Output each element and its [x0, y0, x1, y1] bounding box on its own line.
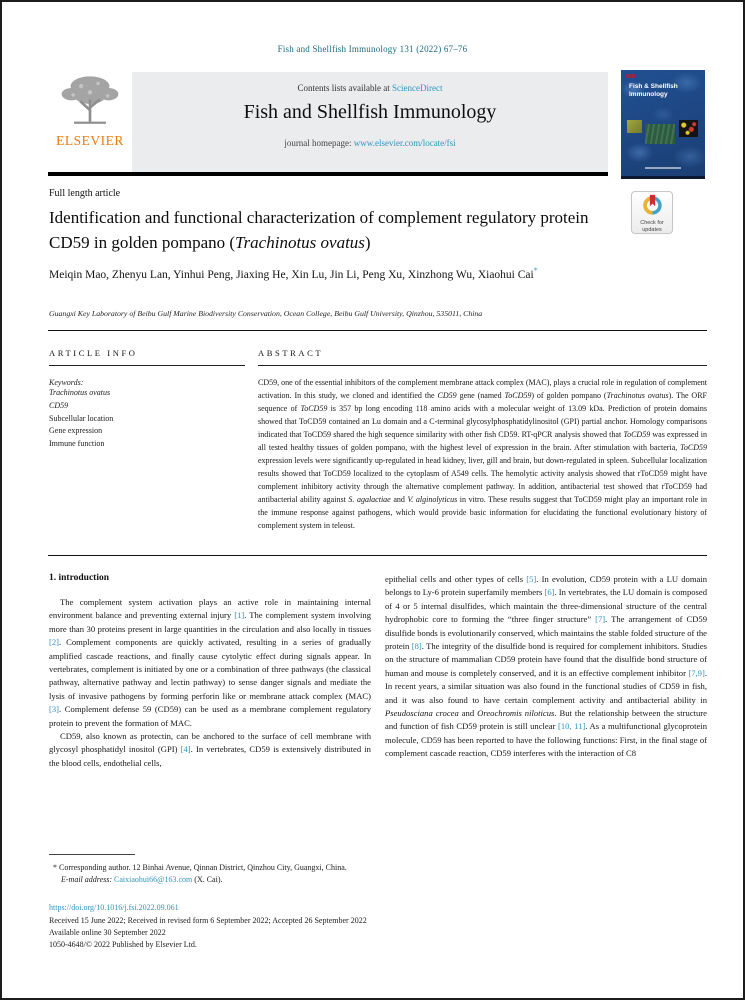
article-info-column [49, 348, 245, 451]
divider-rule [48, 330, 707, 331]
abstract-heading: ABSTRACT [258, 348, 324, 358]
article-info-heading: ARTICLE INFO [49, 348, 138, 358]
article-type-label: Full length article [49, 188, 121, 199]
check-for-updates-label: Check for updates [640, 220, 664, 233]
elsevier-logo [48, 72, 132, 172]
cover-title [629, 83, 678, 100]
keyword-item: Subcellular location [49, 413, 114, 423]
abstract-rule [258, 365, 707, 366]
homepage-link[interactable]: www.elsevier.com/locate/fsi [353, 138, 456, 148]
footnote-rule [49, 854, 135, 855]
cover-title-line2: Immunology [629, 91, 668, 99]
email-line [49, 874, 689, 886]
doi-link[interactable]: https://doi.org/10.1016/j.fsi.2022.09.061 [49, 903, 179, 912]
corresponding-author-mark[interactable]: * [533, 266, 538, 275]
header-rule [48, 172, 608, 176]
journal-header-box [132, 72, 608, 172]
section-heading: 1. introduction [49, 573, 110, 583]
keyword-item: Trachinotus ovatus [49, 388, 111, 397]
keyword-item: CD59 [49, 400, 69, 410]
article-info-rule [49, 365, 245, 366]
available-online: Available online 30 September 2022 [49, 928, 166, 937]
keywords-label: Keywords: [49, 378, 84, 387]
author-list [49, 265, 664, 284]
sciencedirect-link[interactable]: ScienceDirect [392, 83, 443, 93]
body-left-column [49, 573, 371, 770]
paragraph: The complement system activation plays an active role in maintaining internal environment balance and preventing external injury [1]. The complement system involving more than 30 proteins present in large quantities in the circulation and also locally in tissues [2]. Complement components are quickly activated, resulting in a series of gradually amplified cascade reactions, and finally cause cytolytic effect during signals appear. In vertebrates, complement is initiated by one or a combination of three pathways (the classical pathway, alternative pathway and lectin pathway) to sense danger signals and mediate the lysis of invasive pathogens by forming perforin like or membrane attack complex (MAC) [3]. Complement defense 59 (CD59) can be used as a membrane complement regulatory protein to prevent the formation of MAC. [49, 597, 371, 728]
journal-title: Fish and Shellfish Immunology [243, 101, 497, 123]
email-link[interactable]: Caixiaohui66@163.com [114, 875, 193, 885]
contents-label: Contents lists available at [297, 83, 392, 93]
crossmark-icon [642, 194, 663, 215]
doi-line [49, 903, 179, 912]
homepage-label: journal homepage: [284, 138, 354, 148]
elsevier-tree-icon [59, 74, 121, 132]
homepage-line [132, 138, 608, 148]
cover-photo-shell [627, 120, 642, 133]
author-names: Meiqin Mao, Zhenyu Lan, Yinhui Peng, Jiaxing He, Xin Lu, Jin Li, Peng Xu, Xinzhong Wu, Xiaohui Cai [49, 268, 534, 281]
journal-citation: Fish and Shellfish Immunology 131 (2022) 67–76 [277, 44, 468, 54]
divider-rule [48, 555, 707, 556]
check-for-updates-badge[interactable] [631, 191, 673, 234]
cover-photo-fluorescence [679, 120, 698, 137]
contents-line [132, 83, 608, 93]
elsevier-wordmark: ELSEVIER [56, 133, 124, 148]
email-label: E-mail address: [61, 875, 113, 885]
abstract-text: CD59, one of the essential inhibitors of the complement membrane attack complex (MAC), plays a crucial role in regulation of complement activation. In this study, we cloned and identified the CD59 gene (named ToCD59) of golden pompano (Trachinotus ovatus). The ORF sequence of ToCD59 is 357 bp long encoding 118 amino acids with a molecular weight of 13.09 kDa. Prediction of protein domains showed that ToCD59 contained an Lu domain and a C-terminal glycosylphosphatidylinositol (GPI) partial anchor. Homology comparisons indicated that ToCD59 shared the high sequence similarity with other fish CD59. RT-qPCR analysis showed that ToCD59 was expressed in all tested healthy tissues of golden pompano, with the highest level of expression in the brain. After stimulation with bacteria, ToCD59 expression levels were significantly up-regulated in head kidney, liver, gill and brain, but down-regulated in spleen. Subcellular localization results showed that ToCD59 localized to the cytoplasm of A549 cells. The hemolytic activity analysis showed that rToCD59 might have complement inhibitory activity through the alternative complement pathway. In addition, antibacterial test showed that rToCD59 had antibacterial ability against S. agalactiae and V. alginolyticus in vitro. These results suggest that ToCD59 might play an important role in the immune response against pathogens, which would provide basic information for elucidating the functional evolutionary history of complement system in teleost. [258, 378, 708, 531]
paragraph: epithelial cells and other types of cells [5]. In evolution, CD59 protein with a LU domain belongs to Ly-6 protein superfamily members [6]. In vertebrates, the LU domain is composed of 4 or 5 internal disulfides, which maintain the three-dimensional structure of the central hydrophobic core to forming the “three finger structure” [7]. The arrangement of CD59 disulfide bonds is evolutionarily conserved, which maintains the stable folded structure of the protein [8]. The integrity of the disulfide bond is required for complement inhibitors. Studies on the structure of mammalian CD59 protein have found that the disulfide bond structure of human and mouse is completely conserved, and it is an effective complement inhibitor [7,9]. In recent years, a similar situation was also found in the functional studies of CD59 in fish, and it was also found to have certain complement activity and antibacterial ability in Pseudosciana crocea and Oreochromis niloticus. But the relationship between the structure and function of fish CD59 protein is still unclear [10, 11]. As a multifunctional glycoprotein molecule, CD59 has been reported to have the following functions: First, in the final stage of complement cascade reaction, CD59 interferes with the interaction of C8 [385, 574, 708, 759]
journal-cover-thumbnail [621, 70, 705, 179]
cover-photo-fish [645, 124, 675, 144]
affiliation: Guangxi Key Laboratory of Beibu Gulf Marine Biodiversity Conservation, Ocean College, Beibu Gulf University, Qinzhou, 535011, China [49, 309, 483, 318]
paragraph: CD59, also known as protectin, can be anchored to the surface of cell membrane with glycosyl phosphatidyl inositol (GPI) [4]. In vertebrates, CD59 is extensively distributed in the blood cells, endothelial cells, [49, 731, 371, 768]
cover-publisher-mark [626, 74, 635, 78]
issn-copyright: 1050-4648/© 2022 Published by Elsevier Ltd. [49, 940, 197, 949]
corresponding-author-note: * Corresponding author. 12 Binhai Avenue, Qinnan District, Qinzhou City, Guangxi, China. [53, 863, 347, 872]
footnote [49, 862, 689, 887]
email-tail: (X. Cai). [194, 875, 223, 885]
keyword-item: Immune function [49, 439, 105, 449]
abstract-column [258, 348, 707, 532]
cover-footer-text [645, 167, 681, 169]
keyword-item: Gene expression [49, 426, 103, 436]
cover-title-line1: Fish & Shellfish [629, 83, 678, 90]
body-right-column [385, 573, 707, 761]
article-title: Identification and functional characterization of complement regulatory protein CD59 in golden pompano (Trachinotus ovatus) [49, 208, 589, 252]
received-dates: Received 15 June 2022; Received in revised form 6 September 2022; Accepted 26 September 2022 [49, 916, 367, 925]
